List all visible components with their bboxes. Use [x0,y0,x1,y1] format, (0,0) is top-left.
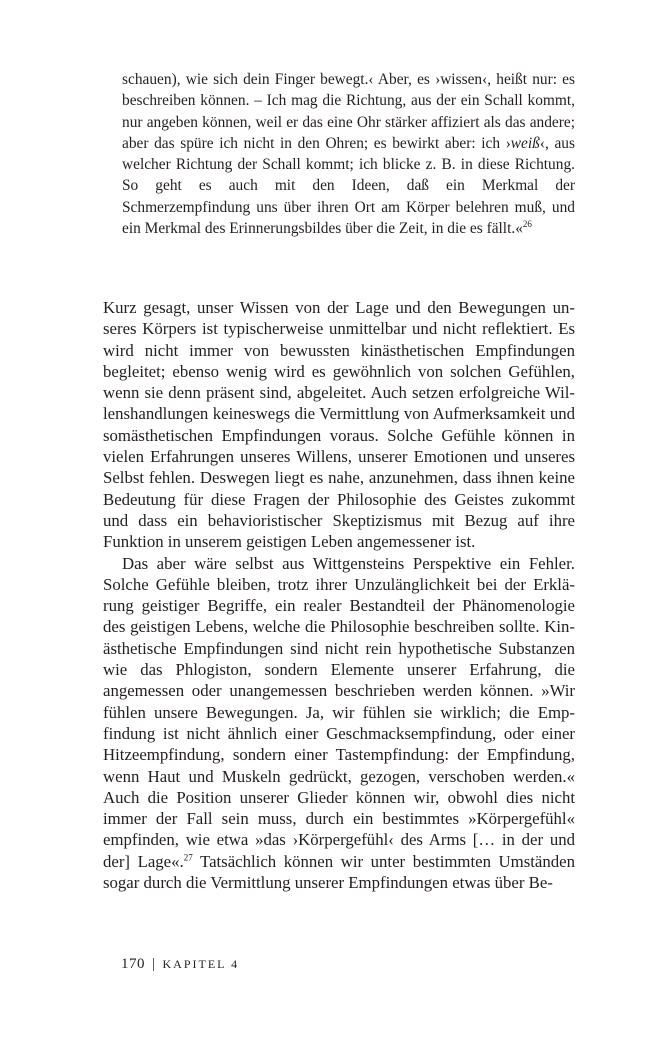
body-text [103,297,575,893]
page-footer [121,954,239,974]
paragraph-2-text: Das aber wäre selbst aus Wittgensteins Perspektive ein Fehler. Solche Gefühle bleiben, trotz ihrer Unzulänglichkeit bei der Erklärung geistiger Begriffe, ein realer Bestandteil der Phänomenologie des geistigen Lebens, welche die Philosophie beschreiben sollte. Kinästhetische Empfindungen sind nicht rein hypothetische Substanzen wie das Phlogiston, sondern Elemente unserer Erfahrung, die angemessen oder unangemessen beschrieben werden können. »Wir fühlen unsere Bewegungen. Ja, wir fühlen sie wirklich; die Empfindung ist nicht ähnlich einer Geschmacksempfindung, oder einer Hitzeempfindung, sondern einer Tastempfindung: der Empfindung, wenn Haut und Muskeln gedrückt, gezogen, verschoben werden.« Auch die Position unserer Glieder können wir, obwohl dies nicht immer der Fall sein muss, durch ein bestimmtes »Körpergefühl« empfinden, wie etwa »das ›Körpergefühl‹ des Arms [… in der und der] Lage«. [103,553,575,871]
footnote-marker-27[interactable]: 27 [183,852,193,863]
chapter-label: KAPITEL 4 [162,957,240,971]
quote-text-end: ‹, aus welcher Richtung der Schall kommt; ich blicke z. B. in diese Richtung. So geht es auch mit den Ideen, daß ein Merkmal der Schmerzempfindung uns über ihren Ort am Körper belehren muß, und ein Merkmal des Erinnerungsbildes über die Zeit, in die es fällt.« [122,134,575,238]
footnote-marker-26[interactable]: 26 [522,218,532,229]
quote-emphasis: weiß [510,134,540,152]
paragraph-2-continuation: Tatsächlich können wir unter bestimmten Umständen sogar durch die Vermittlung unserer Empfindungen etwas über Be- [103,851,575,893]
paragraph-1: Kurz gesagt, unser Wissen von der Lage und den Bewegungen unseres Körpers ist typischerweise unmittelbar und nicht reflektiert. Es wird nicht immer von bewussten kinästhetischen Empfindungen begleitet; ebenso wenig wird es gewöhnlich von solchen Gefühlen, wenn sie denn präsent sind, abgeleitet. Auch setzen erfolgreiche Willenshandlungen keineswegs die Vermittlung von Aufmerksamkeit und somästhetischen Empfindungen voraus. Solche Gefühle können in vielen Erfahrungen unseres Willens, unserer Emotionen und unseres Selbst fehlen. Deswegen liegt es nahe, anzunehmen, dass ihnen keine Bedeutung für diese Fragen der Philosophie des Geistes zukommt und dass ein behavioristischer Skeptizismus mit Bezug auf ihre Funktion in unserem geistigen Leben angemessener ist. [103,298,575,552]
paragraph-2 [103,553,575,894]
block-quote [122,69,575,239]
footer-separator: | [152,956,156,972]
quote-text-start: schauen), wie sich dein Finger bewegt.‹ Aber, es ›wissen‹, heißt nur: es beschreiben können. – Ich mag die Richtung, aus der ein Schall kommt, nur angeben können, weil er das eine Ohr stärker affiziert als das andere; aber das spüre ich nicht in den Ohren; es bewirkt aber: ich › [122,71,575,152]
page-number: 170 [121,956,145,972]
quote-paragraph [122,69,575,239]
